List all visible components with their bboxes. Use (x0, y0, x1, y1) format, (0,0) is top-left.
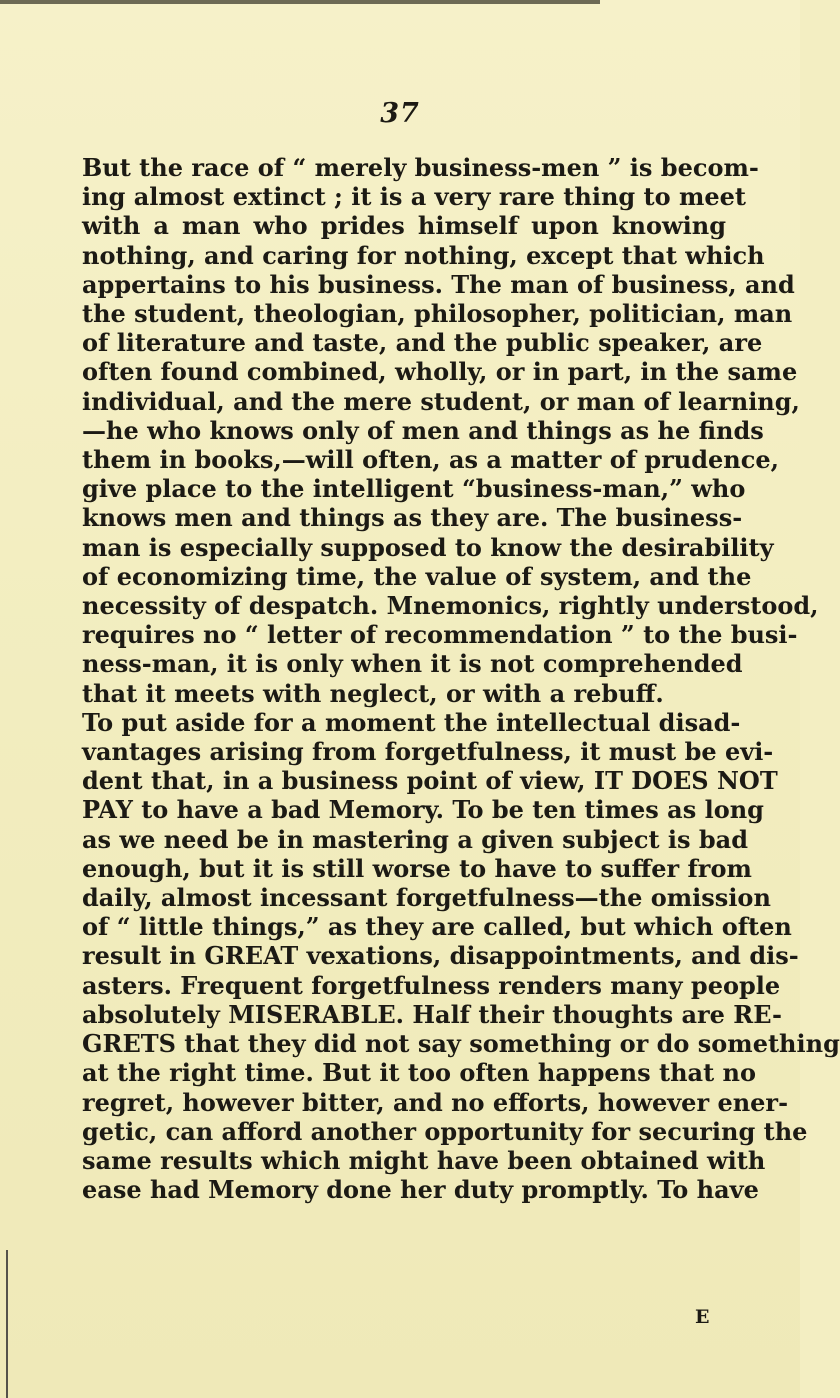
page-edge-line (6, 1250, 8, 1398)
text-line: of literature and taste, and the public speaker, are (82, 328, 763, 358)
text-line: give place to the intelligent “business-man,” who (82, 474, 746, 504)
text-line: of “ little things,” as they are called, but which often (82, 912, 792, 942)
text-line: as we need be in mastering a given subject is bad (82, 824, 748, 854)
text-line: GRETS that they did not say something or do something (82, 1029, 840, 1059)
text-line: knows men and things as they are. The business- (82, 503, 743, 533)
text-line: ease had Memory done her duty promptly. To have (82, 1175, 759, 1205)
body-text (82, 153, 840, 1205)
text-line: with a man who prides himself upon knowing (82, 211, 726, 241)
text-line: them in books,—will often, as a matter of prudence, (82, 445, 779, 475)
text-line: necessity of despatch. Mnemonics, rightly understood, (82, 591, 819, 621)
page-number: 37 (380, 98, 420, 129)
text-line: asters. Frequent forgetfulness renders many people (82, 970, 781, 1000)
text-line: man is especially supposed to know the desirability (82, 532, 774, 562)
text-line: enough, but it is still worse to have to suffer from (82, 853, 752, 883)
text-line: of economizing time, the value of system, and the (82, 561, 752, 591)
text-line: But the race of “ merely business-men ” is becom- (82, 153, 759, 182)
text-line: ness-man, it is only when it is not comprehended (82, 649, 743, 679)
text-line: To put aside for a moment the intellectual disad- (82, 707, 741, 737)
text-line: result in GREAT vexations, disappointments, and dis- (82, 941, 799, 971)
text-line: daily, almost incessant forgetfulness—the omission (82, 883, 771, 913)
text-line: vantages arising from forgetfulness, it must be evi- (82, 737, 774, 767)
text-line: regret, however bitter, and no efforts, however ener- (82, 1087, 789, 1117)
text-line: nothing, and caring for nothing, except that which (82, 240, 765, 270)
text-line: often found combined, wholly, or in part, in the same (82, 357, 798, 387)
text-line: same results which might have been obtained with (82, 1145, 766, 1175)
text-line: dent that, in a business point of view, IT DOES NOT (82, 766, 778, 796)
text-line: absolutely MISERABLE. Half their thoughts are RE- (82, 999, 782, 1029)
text-line: the student, theologian, philosopher, politician, man (82, 299, 793, 329)
text-line: appertains to his business. The man of business, and (82, 269, 795, 299)
text-line: requires no “ letter of recommendation ” to the busi- (82, 620, 798, 650)
text-line: at the right time. But it too often happens that no (82, 1058, 756, 1088)
text-line: individual, and the mere student, or man of learning, (82, 386, 800, 416)
text-line: that it meets with neglect, or with a rebuff. (82, 678, 664, 708)
signature-mark: E (695, 1306, 710, 1328)
text-line: —he who knows only of men and things as he finds (82, 415, 764, 445)
top-rule (0, 0, 600, 4)
text-line: PAY to have a bad Memory. To be ten times as long (82, 795, 764, 825)
text-line: getic, can afford another opportunity for securing the (82, 1116, 808, 1146)
text-line: ing almost extinct ; it is a very rare thing to meet (82, 182, 747, 212)
